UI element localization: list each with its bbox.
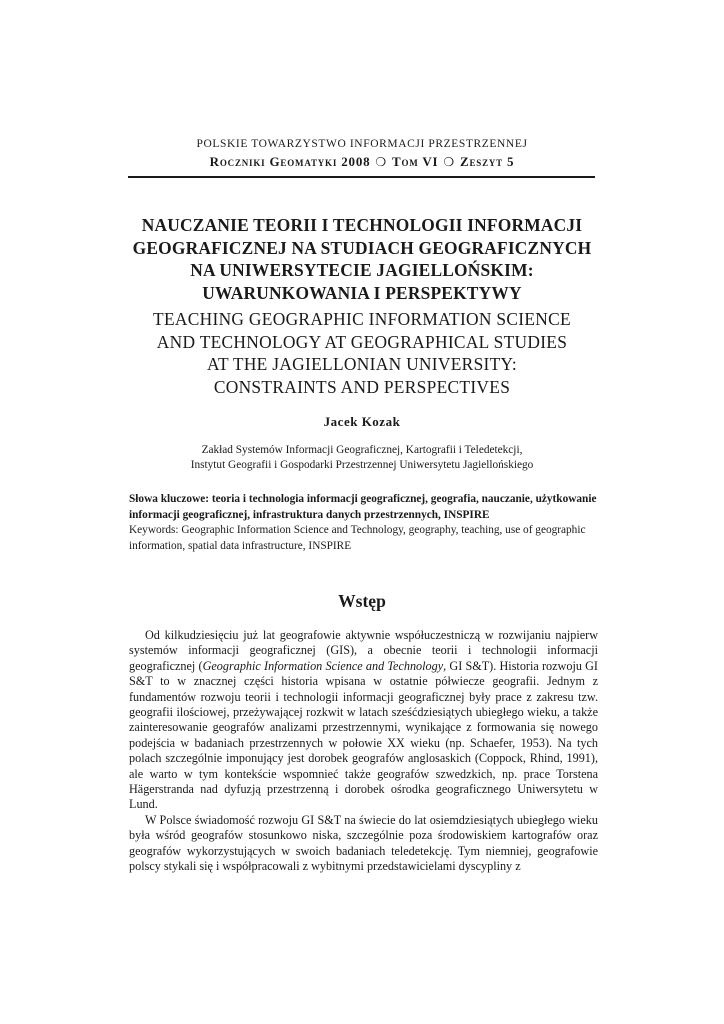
keywords-english: Keywords: Geographic Information Science and Technology, geography, teaching, use of geographic information, spatial data infrastructure, INSPIRE (129, 524, 586, 552)
title-pl-line: NA UNIWERSYTECIE JAGIELLOŃSKIM: (190, 260, 534, 280)
title-pl-line: GEOGRAFICZNEJ NA STUDIACH GEOGRAFICZNYCH (132, 237, 592, 258)
title-en-line: AND TECHNOLOGY AT GEOGRAPHICAL STUDIES (156, 331, 568, 352)
paragraph-2: W Polsce świadomość rozwoju GI S&T na świecie do lat osiemdziesiątych ubiegłego wieku była wśród geografów stosunkowo niska, szczególnie poza środowiskiem kartografów oraz geografów wykorzystujących w swoich badaniach teledetekcję. Tym niemniej, geografowie polscy stykali się i współpracowali z wybitnymi przedstawicielami dyscypliny z (129, 812, 598, 874)
separator-circle-icon: ❍ (443, 155, 455, 169)
title-en-line: AT THE JAGIELLONIAN UNIVERSITY: (207, 354, 517, 374)
paragraph-1 (129, 628, 598, 813)
title-en-line: CONSTRAINTS AND PERSPECTIVES (213, 376, 511, 397)
keywords-block (129, 492, 599, 554)
body-text (129, 628, 598, 875)
journal-title: Roczniki Geomatyki 2008 (209, 154, 371, 169)
volume: Tom VI (391, 154, 439, 169)
journal-line (0, 154, 724, 170)
issue: Zeszyt 5 (459, 154, 515, 169)
title-pl-line: UWARUNKOWANIA I PERSPEKTYWY (202, 282, 522, 303)
author-name: Jacek Kozak (323, 414, 401, 429)
paragraph-1-italic: Geographic Information Science and Technology (202, 658, 444, 673)
separator-circle-icon: ❍ (375, 155, 387, 169)
header-rule (128, 176, 595, 178)
section-heading: Wstęp (338, 591, 386, 611)
title-polish (110, 214, 614, 304)
paragraph-1-text: Od kilkudziesięciu już lat geografowie aktywnie współuczestniczą w rozwijaniu najpierw systemów informacji geograficznej (GIS), a obecnie teorii i technologii informacji geograficznej ( (129, 628, 598, 673)
title-en-line: TEACHING GEOGRAPHIC INFORMATION SCIENCE (153, 309, 571, 329)
affiliation-line: Zakład Systemów Informacji Geograficznej, Kartografii i Teledetekcji, (201, 444, 523, 456)
paragraph-1-text-cont: , GI S&T). Historia rozwoju GI S&T to w znacznej części historia wpisana w ostatnie półwiecze geografii. Jednym z fundamentów rozwoju teorii i technologii informacji geograficznej były prace z zakresu tzw. geografii ilościowej, przeżywającej rozkwit w latach sześćdziesiątych ubiegłego wieku, a także zainteresowanie geografów analizami przestrzennymi, wynikające z formowania się nowego podejścia w badaniach przestrzennych w połowie XX wieku (np. Schaefer, 1953). Na tych polach szczególnie imponujący jest dorobek geografów anglosaskich (Coppock, Rhind, 1991), ale warto w tym kontekście wspomnieć także geografów szwedzkich, np. prace Torstena Hägerstranda nad dyfuzją przestrzenną i dorobek ośrodka geograficznego Uniwersytetu w Lund. (129, 658, 598, 812)
affiliation-line: Instytut Geografii i Gospodarki Przestrzennej Uniwersytetu Jagiellońskiego (190, 459, 534, 471)
title-pl-line: NAUCZANIE TEORII I TECHNOLOGII INFORMACJI (141, 215, 583, 235)
society-name: POLSKIE TOWARZYSTWO INFORMACJI PRZESTRZENNEJ (196, 138, 528, 150)
affiliation (0, 443, 724, 473)
keywords-polish: Słowa kluczowe: teoria i technologia informacji geograficznej, geografia, nauczanie, użytkowanie informacji geograficznej, infrastruktura danych przestrzennych, INSPIRE (129, 493, 597, 521)
title-english (110, 308, 614, 398)
